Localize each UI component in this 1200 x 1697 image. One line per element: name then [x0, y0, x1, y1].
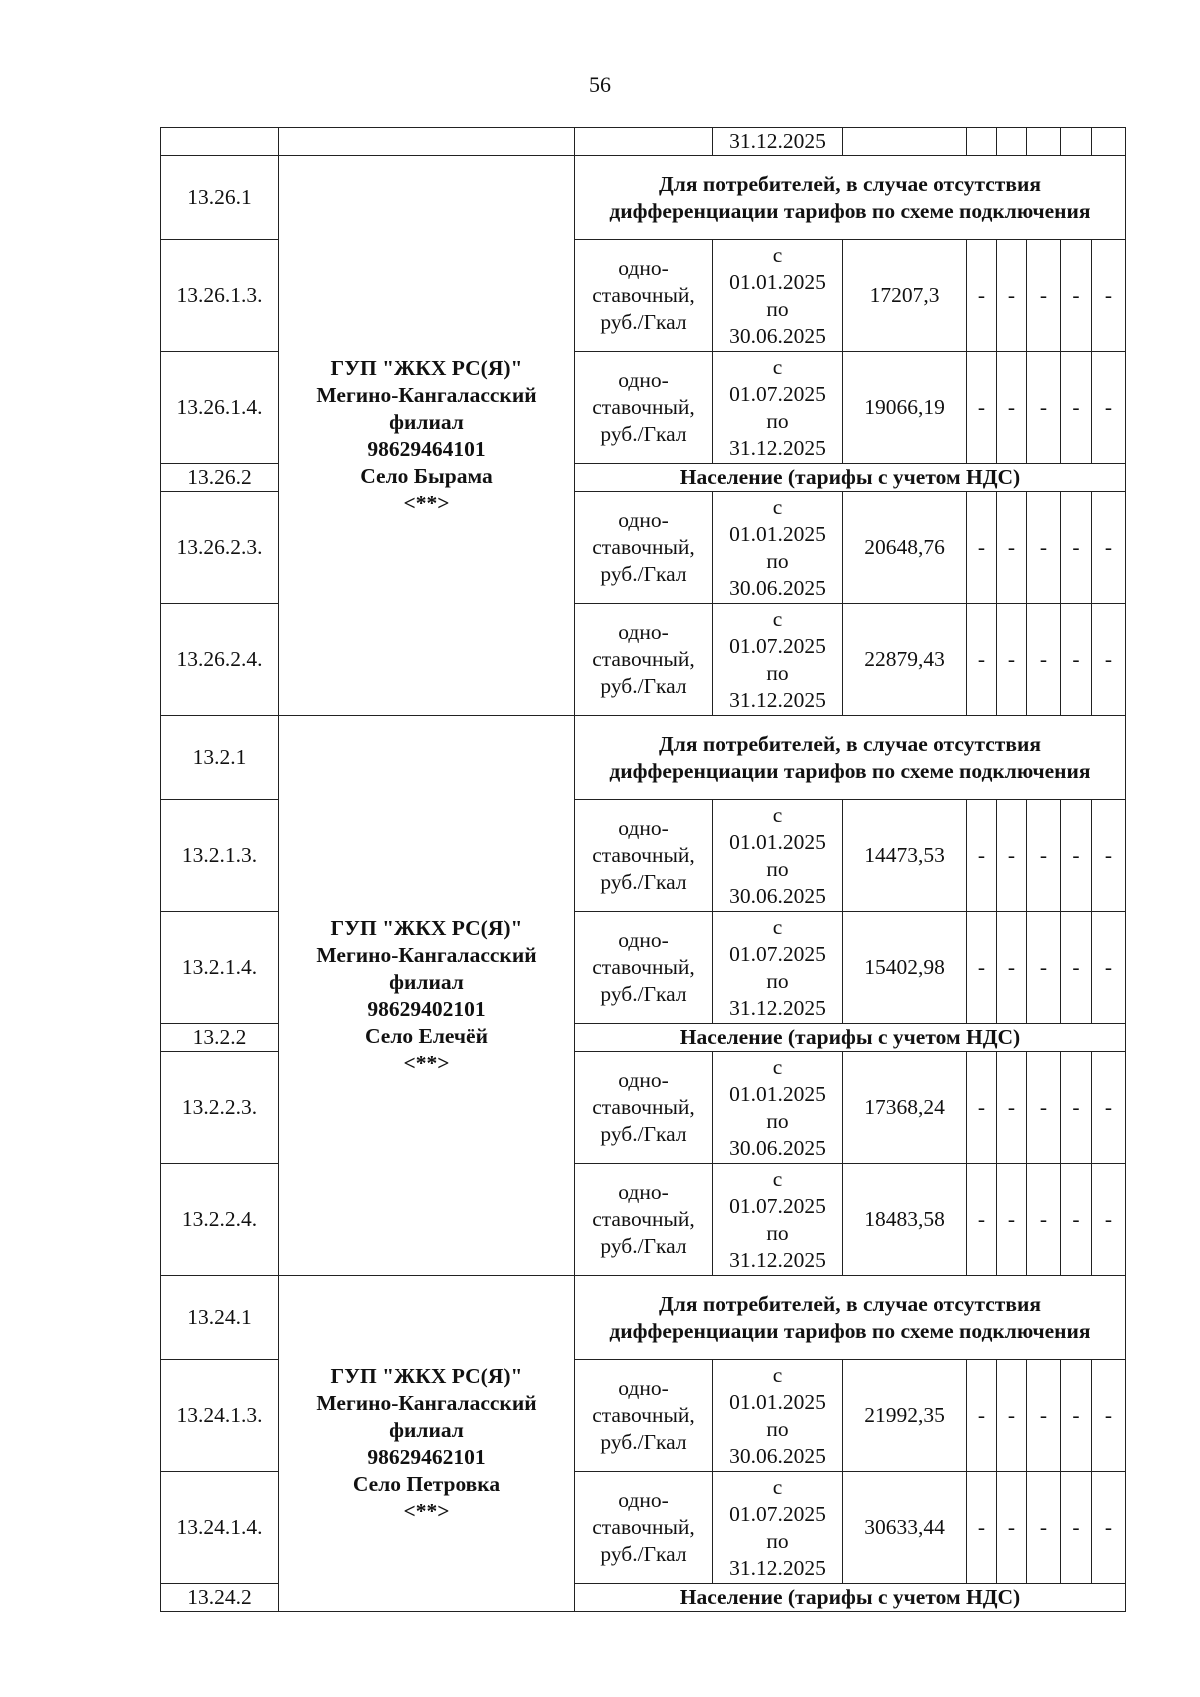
- empty-value-dash: -: [1061, 800, 1092, 912]
- period-cell: с 01.01.2025 по 30.06.2025: [713, 240, 843, 352]
- organization-cell: ГУП "ЖКХ РС(Я)" Мегино-Кангаласский филиал 98629464101 Село Бырама <**>: [279, 156, 575, 716]
- period-cell: с 01.07.2025 по 31.12.2025: [713, 1164, 843, 1276]
- row-code: 13.26.2.4.: [161, 604, 279, 716]
- empty-value-dash: -: [997, 1360, 1027, 1472]
- tariff-value: 15402,98: [843, 912, 967, 1024]
- tariff-table-body: [161, 128, 1126, 1612]
- empty-value-dash: -: [1092, 1052, 1126, 1164]
- rate-type-cell: одно- ставочный, руб./Гкал: [575, 1360, 713, 1472]
- empty-value-dash: -: [1027, 1472, 1061, 1584]
- empty-value-dash: -: [1061, 1052, 1092, 1164]
- empty-value-dash: -: [967, 1052, 997, 1164]
- row-code: 13.2.1.3.: [161, 800, 279, 912]
- empty-value-dash: -: [1061, 604, 1092, 716]
- row-code: 13.2.2.4.: [161, 1164, 279, 1276]
- organization-cell: ГУП "ЖКХ РС(Я)" Мегино-Кангаласский филиал 98629462101 Село Петровка <**>: [279, 1276, 575, 1612]
- empty-value-dash: -: [997, 912, 1027, 1024]
- table-cell: [967, 128, 997, 156]
- empty-value-dash: -: [997, 240, 1027, 352]
- tariff-value: 17368,24: [843, 1052, 967, 1164]
- empty-value-dash: -: [967, 604, 997, 716]
- empty-value-dash: -: [1061, 240, 1092, 352]
- section-title: Для потребителей, в случае отсутствия дифференциации тарифов по схеме подключения: [575, 156, 1126, 240]
- empty-value-dash: -: [967, 1164, 997, 1276]
- empty-value-dash: -: [997, 604, 1027, 716]
- empty-value-dash: -: [1092, 352, 1126, 464]
- empty-value-dash: -: [997, 800, 1027, 912]
- empty-value-dash: -: [967, 492, 997, 604]
- section-title: Для потребителей, в случае отсутствия дифференциации тарифов по схеме подключения: [575, 716, 1126, 800]
- empty-value-dash: -: [1092, 800, 1126, 912]
- tariff-value: 17207,3: [843, 240, 967, 352]
- empty-value-dash: -: [1092, 240, 1126, 352]
- empty-value-dash: -: [1092, 604, 1126, 716]
- section-code: 13.2.1: [161, 716, 279, 800]
- table-cell: [997, 128, 1027, 156]
- tariff-value: 18483,58: [843, 1164, 967, 1276]
- row-code: 13.26.2.3.: [161, 492, 279, 604]
- empty-value-dash: -: [967, 1472, 997, 1584]
- empty-value-dash: -: [1092, 912, 1126, 1024]
- section-title: Для потребителей, в случае отсутствия дифференциации тарифов по схеме подключения: [575, 1276, 1126, 1360]
- period-cell: с 01.01.2025 по 30.06.2025: [713, 800, 843, 912]
- table-row: [161, 128, 1126, 156]
- rate-type-cell: одно- ставочный, руб./Гкал: [575, 604, 713, 716]
- table-row: [161, 716, 1126, 800]
- empty-value-dash: -: [1061, 352, 1092, 464]
- section-title: Население (тарифы с учетом НДС): [575, 464, 1126, 492]
- table-cell: [843, 128, 967, 156]
- row-code: 13.2.1.4.: [161, 912, 279, 1024]
- tariff-value: 21992,35: [843, 1360, 967, 1472]
- empty-value-dash: -: [1092, 1164, 1126, 1276]
- empty-value-dash: -: [1027, 352, 1061, 464]
- period-cell: 31.12.2025: [713, 128, 843, 156]
- empty-value-dash: -: [967, 800, 997, 912]
- rate-type-cell: одно- ставочный, руб./Гкал: [575, 1052, 713, 1164]
- rate-type-cell: одно- ставочный, руб./Гкал: [575, 1472, 713, 1584]
- section-code: 13.26.2: [161, 464, 279, 492]
- period-cell: с 01.01.2025 по 30.06.2025: [713, 1052, 843, 1164]
- empty-value-dash: -: [1027, 604, 1061, 716]
- empty-value-dash: -: [997, 1052, 1027, 1164]
- period-cell: с 01.01.2025 по 30.06.2025: [713, 1360, 843, 1472]
- section-title: Население (тарифы с учетом НДС): [575, 1024, 1126, 1052]
- table-cell: [279, 128, 575, 156]
- rate-type-cell: одно- ставочный, руб./Гкал: [575, 1164, 713, 1276]
- tariff-value: 22879,43: [843, 604, 967, 716]
- table-cell: [1027, 128, 1061, 156]
- empty-value-dash: -: [967, 352, 997, 464]
- tariff-value: 20648,76: [843, 492, 967, 604]
- table-row: [161, 1276, 1126, 1360]
- rate-type-cell: одно- ставочный, руб./Гкал: [575, 240, 713, 352]
- section-title: Население (тарифы с учетом НДС): [575, 1584, 1126, 1612]
- row-code: 13.24.1.3.: [161, 1360, 279, 1472]
- empty-value-dash: -: [1061, 492, 1092, 604]
- table-cell: [575, 128, 713, 156]
- empty-value-dash: -: [1027, 1360, 1061, 1472]
- section-code: 13.2.2: [161, 1024, 279, 1052]
- empty-value-dash: -: [1061, 1164, 1092, 1276]
- empty-value-dash: -: [997, 1472, 1027, 1584]
- section-code: 13.24.1: [161, 1276, 279, 1360]
- section-code: 13.26.1: [161, 156, 279, 240]
- period-cell: с 01.07.2025 по 31.12.2025: [713, 352, 843, 464]
- table-row: [161, 156, 1126, 240]
- empty-value-dash: -: [1061, 912, 1092, 1024]
- table-cell: [1061, 128, 1092, 156]
- empty-value-dash: -: [967, 912, 997, 1024]
- empty-value-dash: -: [1027, 1052, 1061, 1164]
- period-cell: с 01.01.2025 по 30.06.2025: [713, 492, 843, 604]
- row-code: 13.24.1.4.: [161, 1472, 279, 1584]
- empty-value-dash: -: [1027, 492, 1061, 604]
- empty-value-dash: -: [1092, 1472, 1126, 1584]
- empty-value-dash: -: [1061, 1360, 1092, 1472]
- rate-type-cell: одно- ставочный, руб./Гкал: [575, 492, 713, 604]
- empty-value-dash: -: [1061, 1472, 1092, 1584]
- rate-type-cell: одно- ставочный, руб./Гкал: [575, 352, 713, 464]
- table-cell: [1092, 128, 1126, 156]
- period-cell: с 01.07.2025 по 31.12.2025: [713, 912, 843, 1024]
- tariff-value: 14473,53: [843, 800, 967, 912]
- empty-value-dash: -: [967, 240, 997, 352]
- row-code: 13.26.1.4.: [161, 352, 279, 464]
- empty-value-dash: -: [1027, 1164, 1061, 1276]
- rate-type-cell: одно- ставочный, руб./Гкал: [575, 800, 713, 912]
- empty-value-dash: -: [997, 1164, 1027, 1276]
- empty-value-dash: -: [997, 352, 1027, 464]
- tariff-value: 19066,19: [843, 352, 967, 464]
- empty-value-dash: -: [1027, 240, 1061, 352]
- table-cell: [161, 128, 279, 156]
- page-number: 56: [589, 72, 611, 97]
- rate-type-cell: одно- ставочный, руб./Гкал: [575, 912, 713, 1024]
- section-code: 13.24.2: [161, 1584, 279, 1612]
- empty-value-dash: -: [1027, 912, 1061, 1024]
- row-code: 13.26.1.3.: [161, 240, 279, 352]
- organization-cell: ГУП "ЖКХ РС(Я)" Мегино-Кангаласский филиал 98629402101 Село Елечёй <**>: [279, 716, 575, 1276]
- empty-value-dash: -: [1092, 492, 1126, 604]
- row-code: 13.2.2.3.: [161, 1052, 279, 1164]
- empty-value-dash: -: [1092, 1360, 1126, 1472]
- period-cell: с 01.07.2025 по 31.12.2025: [713, 604, 843, 716]
- period-cell: с 01.07.2025 по 31.12.2025: [713, 1472, 843, 1584]
- tariff-value: 30633,44: [843, 1472, 967, 1584]
- empty-value-dash: -: [997, 492, 1027, 604]
- tariff-table: [160, 127, 1126, 1612]
- empty-value-dash: -: [967, 1360, 997, 1472]
- empty-value-dash: -: [1027, 800, 1061, 912]
